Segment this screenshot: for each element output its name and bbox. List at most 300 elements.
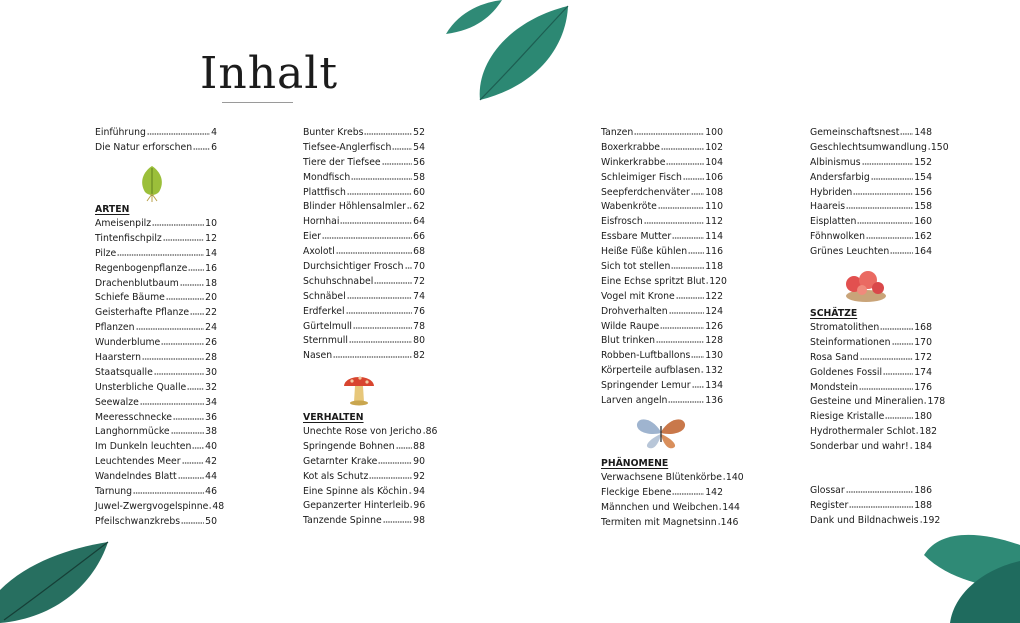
toc-entry-page-number: 188 <box>914 499 932 511</box>
toc-column-1 <box>95 126 225 527</box>
toc-entry-page-number: 68 <box>413 246 425 258</box>
toc-entry <box>601 200 723 215</box>
toc-entry-title: Sich tot stellen <box>601 261 671 273</box>
toc-entry-page-number: 86 <box>425 426 438 437</box>
toc-dot-leader <box>683 171 704 180</box>
toc-entry-title: Larven angeln <box>601 395 668 407</box>
toc-entry <box>810 366 932 381</box>
toc-dot-leader <box>147 126 210 135</box>
toc-entry-page-number: 78 <box>413 320 425 332</box>
toc-dot-leader <box>192 440 204 449</box>
toc-entry-title: Schnäbel <box>303 290 346 302</box>
toc-entry-page-number: 126 <box>705 320 723 332</box>
toc-entry-page-number: 32 <box>205 381 217 393</box>
toc-entry-title: Gepanzerter Hinterleib <box>303 500 410 512</box>
toc-entry-page-number: 114 <box>705 231 723 243</box>
toc-dot-leader <box>369 470 412 479</box>
toc-entry-title: Geschlechtsumwandlung <box>810 141 927 153</box>
toc-entry <box>95 381 217 396</box>
toc-entry <box>601 126 723 141</box>
toc-dot-leader <box>163 232 204 241</box>
toc-dot-leader <box>349 334 412 343</box>
toc-entry <box>810 156 932 171</box>
toc-dot-leader <box>161 336 204 345</box>
toc-entry-page-number: 154 <box>914 171 932 183</box>
toc-dot-leader <box>353 320 412 329</box>
toc-entry-title: Unsterbliche Qualle <box>95 381 187 393</box>
toc-dot-leader <box>846 200 913 209</box>
toc-entry-page-number: 34 <box>205 396 217 408</box>
toc-dot-leader <box>859 381 913 390</box>
toc-entry-title: Gemeinschaftsnest <box>810 127 900 138</box>
toc-entry-title: Wabenkröte <box>601 201 657 213</box>
toc-entry-title: Haareis <box>810 201 846 213</box>
toc-dot-leader <box>656 334 704 343</box>
toc-dot-leader <box>383 514 412 523</box>
toc-entry-page-number: 70 <box>413 261 425 273</box>
toc-entry <box>95 485 217 500</box>
toc-entry <box>303 126 425 141</box>
toc-dot-leader <box>396 440 413 449</box>
toc-dot-leader <box>378 455 412 464</box>
toc-entry <box>303 200 425 215</box>
toc-entry <box>601 320 723 335</box>
toc-entry-title: Die Natur erforschen <box>95 141 193 153</box>
toc-entry <box>810 126 932 141</box>
toc-entry <box>303 290 425 305</box>
toc-list-col4 <box>810 126 949 260</box>
toc-entry <box>601 215 723 230</box>
toc-entry-title: Sonderbar und wahr! <box>810 441 909 453</box>
toc-entry-page-number: 82 <box>413 350 425 362</box>
toc-dot-leader <box>669 305 705 314</box>
toc-entry-page-number: 120 <box>709 275 727 287</box>
toc-entry-title: Unechte Rose von Jericho <box>303 426 422 437</box>
toc-dot-leader <box>910 440 914 449</box>
toc-entry <box>601 486 723 501</box>
toc-entry-title: Bunter Krebs <box>303 127 364 138</box>
toc-entry-title: Hydrothermaler Schlot <box>810 426 916 438</box>
toc-entry-page-number: 106 <box>705 171 723 183</box>
toc-entry-title: Eisfrosch <box>601 216 643 228</box>
toc-entry-page-number: 52 <box>413 127 425 138</box>
toc-entry-page-number: 90 <box>413 455 425 467</box>
toc-entry-page-number: 140 <box>725 472 744 483</box>
toc-entry-title: Eine Spinne als Köchin <box>303 485 408 497</box>
toc-list-appendix <box>810 484 941 529</box>
toc-dot-leader <box>142 351 204 360</box>
toc-entry-page-number: 110 <box>705 201 723 213</box>
toc-entry <box>601 349 723 364</box>
toc-entry-page-number: 192 <box>922 514 941 526</box>
toc-dot-leader <box>407 200 412 209</box>
toc-dot-leader <box>924 395 926 404</box>
toc-dot-leader <box>178 470 205 479</box>
toc-entry <box>95 440 217 455</box>
toc-entry-page-number: 48 <box>212 500 225 512</box>
toc-entry-page-number: 180 <box>914 411 932 423</box>
toc-entry-page-number: 148 <box>914 127 932 138</box>
toc-entry-title: Kot als Schutz <box>303 470 369 482</box>
toc-entry <box>303 334 425 349</box>
toc-entry <box>303 245 425 260</box>
toc-entry-page-number: 4 <box>211 127 217 138</box>
toc-dot-leader <box>140 396 204 405</box>
toc-entry-title: Pilze <box>95 247 117 259</box>
toc-entry <box>601 156 723 171</box>
toc-dot-leader <box>718 516 720 525</box>
toc-dot-leader <box>154 366 204 375</box>
toc-entry-page-number: 10 <box>205 218 217 229</box>
toc-entry-page-number: 14 <box>205 247 217 259</box>
toc-entry-title: Tintenfischpilz <box>95 232 162 244</box>
toc-entry <box>303 514 425 529</box>
toc-entry-page-number: 36 <box>205 411 217 423</box>
toc-dot-leader <box>351 171 412 180</box>
toc-entry-page-number: 76 <box>413 305 425 317</box>
toc-entry-title: Essbare Mutter <box>601 231 672 243</box>
toc-dot-leader <box>364 126 412 135</box>
toc-list-intro <box>95 126 217 156</box>
toc-dot-leader <box>920 514 922 523</box>
toc-entry <box>601 471 744 486</box>
toc-dot-leader <box>692 379 705 388</box>
toc-dot-leader <box>661 141 704 150</box>
toc-dot-leader <box>347 186 412 195</box>
toc-dot-leader <box>866 230 913 239</box>
toc-entry-page-number: 64 <box>413 216 425 228</box>
toc-dot-leader <box>333 349 412 358</box>
toc-entry <box>810 230 932 245</box>
toc-entry <box>95 396 217 411</box>
toc-entry-page-number: 30 <box>205 366 217 378</box>
toc-entry <box>601 141 723 156</box>
toc-entry <box>95 321 217 336</box>
toc-dot-leader <box>900 126 913 135</box>
toc-entry <box>810 336 932 351</box>
toc-dot-leader <box>187 381 204 390</box>
toc-dot-leader <box>634 126 704 135</box>
leaf-icon <box>440 0 570 105</box>
toc-entry-title: Plattfisch <box>303 186 346 198</box>
toc-entry-page-number: 142 <box>705 486 723 498</box>
toc-entry-page-number: 156 <box>914 186 932 198</box>
toc-entry-page-number: 182 <box>919 426 938 438</box>
toc-entry <box>810 321 932 336</box>
toc-dot-leader <box>409 485 412 494</box>
toc-entry-title: Föhnwolken <box>810 231 866 243</box>
toc-entry <box>810 215 932 230</box>
toc-dot-leader <box>719 501 721 510</box>
toc-entry-title: Fleckige Ebene <box>601 486 672 498</box>
toc-entry <box>95 277 217 292</box>
toc-dot-leader <box>928 141 930 150</box>
toc-entry <box>810 499 932 514</box>
toc-entry-page-number: 46 <box>205 486 217 498</box>
toc-entry <box>95 425 217 440</box>
toc-list-verhalten <box>303 425 438 529</box>
toc-entry <box>810 514 941 529</box>
toc-entry-page-number: 160 <box>914 216 932 228</box>
toc-dot-leader <box>322 230 412 239</box>
toc-entry-page-number: 104 <box>705 156 723 168</box>
toc-entry-title: Meeresschnecke <box>95 411 172 423</box>
toc-entry-title: Termiten mit Magnetsinn <box>601 516 717 528</box>
toc-dot-leader <box>347 290 412 299</box>
toc-entry-title: Steinformationen <box>810 336 891 348</box>
toc-dot-leader <box>880 321 913 330</box>
toc-entry-page-number: 158 <box>914 201 932 213</box>
toc-entry-title: Verwachsene Blütenkörbe <box>601 472 722 483</box>
toc-dot-leader <box>672 486 704 495</box>
toc-dot-leader <box>133 485 204 494</box>
toc-list-arten <box>95 217 225 530</box>
toc-entry-page-number: 176 <box>914 381 932 393</box>
toc-entry-page-number: 6 <box>211 141 217 153</box>
toc-dot-leader <box>181 515 204 524</box>
toc-entry-page-number: 44 <box>205 471 217 483</box>
toc-entry-title: Wilde Raupe <box>601 320 660 332</box>
toc-entry <box>601 245 723 260</box>
toc-dot-leader <box>644 215 705 224</box>
toc-entry <box>810 200 932 215</box>
toc-entry-title: Drohverhalten <box>601 305 668 317</box>
toc-entry <box>601 364 723 379</box>
toc-dot-leader <box>193 141 210 150</box>
toc-entry <box>95 247 217 262</box>
toc-entry-title: Regenbogenpflanze <box>95 262 188 274</box>
toc-dot-leader <box>209 500 211 509</box>
toc-entry <box>601 379 723 394</box>
toc-dot-leader <box>890 245 913 254</box>
toc-entry-page-number: 118 <box>705 261 723 273</box>
leaf-icon <box>0 540 110 623</box>
toc-entry-title: Seepferdchenväter <box>601 186 690 198</box>
toc-entry-title: Andersfarbig <box>810 171 870 183</box>
toc-entry <box>95 470 217 485</box>
toc-entry <box>810 245 932 260</box>
toc-entry-page-number: 184 <box>914 441 932 453</box>
toc-entry-title: Eier <box>303 231 321 243</box>
toc-entry-title: Eisplatten <box>810 216 857 228</box>
toc-entry-page-number: 12 <box>205 232 217 244</box>
toc-entry <box>810 351 932 366</box>
toc-dot-leader <box>691 186 704 195</box>
toc-entry <box>95 515 217 530</box>
toc-entry-page-number: 132 <box>705 365 723 377</box>
toc-dot-leader <box>688 245 704 254</box>
toc-entry <box>601 501 740 516</box>
toc-entry-title: Blut trinken <box>601 335 656 347</box>
toc-entry-page-number: 152 <box>914 156 932 168</box>
toc-entry-title: Eine Echse spritzt Blut <box>601 275 706 287</box>
toc-entry-title: Vogel mit Krone <box>601 290 675 302</box>
toc-entry-title: Hornhai <box>303 216 340 228</box>
toc-entry-title: Leuchtendes Meer <box>95 456 181 468</box>
toc-entry-page-number: 136 <box>705 395 723 407</box>
toc-entry-title: Tarnung <box>95 486 133 498</box>
toc-entry <box>95 126 217 141</box>
toc-entry <box>303 305 425 320</box>
toc-entry-page-number: 178 <box>927 396 946 408</box>
toc-entry <box>303 230 425 245</box>
toc-entry <box>601 186 723 201</box>
toc-entry-title: Schiefe Bäume <box>95 292 165 304</box>
toc-entry-page-number: 38 <box>205 426 217 438</box>
toc-dot-leader <box>180 277 204 286</box>
toc-entry <box>95 232 217 247</box>
toc-entry-page-number: 150 <box>930 141 949 153</box>
toc-entry <box>303 141 425 156</box>
toc-dot-leader <box>660 320 704 329</box>
toc-entry <box>95 411 217 426</box>
toc-entry-page-number: 62 <box>413 201 425 213</box>
toc-entry-title: Springende Bohnen <box>303 440 395 452</box>
toc-entry <box>95 217 217 232</box>
toc-entry <box>95 366 217 381</box>
toc-entry-page-number: 42 <box>205 456 217 468</box>
toc-entry-page-number: 108 <box>705 186 723 198</box>
toc-entry-page-number: 74 <box>413 290 425 302</box>
toc-entry <box>95 351 217 366</box>
section-heading-phaenomene: PHÄNOMENE <box>601 458 669 469</box>
toc-entry-title: Nasen <box>303 350 333 362</box>
toc-entry-page-number: 24 <box>205 322 217 334</box>
toc-dot-leader <box>152 217 204 226</box>
toc-entry-page-number: 98 <box>413 515 425 527</box>
toc-entry <box>810 410 932 425</box>
toc-entry <box>303 320 425 335</box>
toc-dot-leader <box>188 262 204 271</box>
toc-entry <box>303 275 425 290</box>
toc-dot-leader <box>883 366 913 375</box>
toc-entry-page-number: 172 <box>914 351 932 363</box>
toc-entry-title: Drachenblutbaum <box>95 277 179 289</box>
toc-dot-leader <box>346 305 413 314</box>
toc-entry-title: Gürtelmull <box>303 320 352 332</box>
toc-entry-page-number: 16 <box>205 262 217 274</box>
toc-entry-title: Erdferkel <box>303 305 345 317</box>
toc-entry-page-number: 128 <box>705 335 723 347</box>
toc-dot-leader <box>853 186 913 195</box>
toc-entry-page-number: 146 <box>720 516 739 528</box>
toc-entry-page-number: 174 <box>914 366 932 378</box>
toc-entry-title: Geisterhafte Pflanze <box>95 307 190 319</box>
toc-entry-page-number: 170 <box>914 336 932 348</box>
toc-entry <box>601 275 727 290</box>
toc-dot-leader <box>706 275 708 284</box>
toc-entry-page-number: 58 <box>413 171 425 183</box>
toc-entry-title: Pfeilschwanzkrebs <box>95 515 181 527</box>
toc-entry-page-number: 168 <box>914 322 932 333</box>
toc-entry-title: Tanzende Spinne <box>303 515 382 527</box>
toc-entry-title: Juwel-Zwergvogelspinne <box>95 500 209 512</box>
toc-entry-title: Tiere der Tiefsee <box>303 156 381 168</box>
toc-entry-page-number: 94 <box>413 485 425 497</box>
toc-entry <box>810 484 932 499</box>
toc-entry-title: Mondstein <box>810 381 859 393</box>
toc-entry-page-number: 72 <box>413 275 425 287</box>
toc-entry-title: Boxerkrabbe <box>601 141 660 153</box>
section-heading-arten: ARTEN <box>95 204 130 215</box>
toc-entry-title: Pflanzen <box>95 322 135 334</box>
toc-entry <box>303 215 425 230</box>
toc-entry-title: Durchsichtiger Frosch <box>303 261 404 273</box>
toc-entry-page-number: 164 <box>914 246 932 258</box>
toc-dot-leader <box>676 290 705 299</box>
toc-column-2 <box>303 126 438 527</box>
toc-entry-title: Männchen und Weibchen <box>601 501 719 513</box>
plant-icon <box>137 164 167 202</box>
toc-dot-leader <box>190 306 204 315</box>
toc-entry <box>303 186 425 201</box>
toc-dot-leader <box>892 336 914 345</box>
toc-entry-title: Blinder Höhlensalmler <box>303 201 406 213</box>
toc-entry-title: Stromatolithen <box>810 322 880 333</box>
toc-dot-leader <box>392 141 412 150</box>
toc-entry-title: Rosa Sand <box>810 351 859 363</box>
toc-dot-leader <box>173 411 204 420</box>
toc-dot-leader <box>701 364 704 373</box>
toc-entry-title: Axolotl <box>303 246 335 258</box>
toc-entry-page-number: 56 <box>413 156 425 168</box>
toc-entry <box>601 230 723 245</box>
toc-entry-page-number: 116 <box>705 246 723 258</box>
toc-entry-title: Schleimiger Fisch <box>601 171 682 183</box>
toc-entry-page-number: 20 <box>205 292 217 304</box>
toc-dot-leader <box>423 425 425 434</box>
toc-dot-leader <box>182 455 205 464</box>
toc-entry-page-number: 122 <box>705 290 723 302</box>
toc-entry-page-number: 92 <box>413 470 425 482</box>
toc-entry-page-number: 186 <box>914 485 932 496</box>
toc-entry-page-number: 40 <box>205 441 217 453</box>
toc-entry-page-number: 18 <box>205 277 217 289</box>
toc-entry-page-number: 66 <box>413 231 425 243</box>
toc-entry-title: Albinismus <box>810 156 861 168</box>
toc-entry-title: Mondfisch <box>303 171 351 183</box>
toc-entry <box>303 260 425 275</box>
toc-entry-page-number: 80 <box>413 335 425 347</box>
toc-dot-leader <box>672 230 704 239</box>
section-heading-schaetze: SCHÄTZE <box>810 308 858 319</box>
toc-dot-leader <box>668 394 704 403</box>
toc-entry <box>601 334 723 349</box>
toc-entry <box>303 470 425 485</box>
title-divider <box>222 102 293 103</box>
toc-entry <box>810 141 949 156</box>
toc-dot-leader <box>117 247 204 256</box>
toc-entry-title: Grünes Leuchten <box>810 246 890 258</box>
toc-dot-leader <box>862 156 914 165</box>
toc-entry <box>810 440 932 455</box>
toc-dot-leader <box>885 410 913 419</box>
toc-entry-page-number: 162 <box>914 231 932 243</box>
toc-entry-page-number: 26 <box>205 337 217 349</box>
toc-entry-title: Sternmull <box>303 335 348 347</box>
toc-entry <box>810 425 938 440</box>
toc-list-col2 <box>303 126 425 364</box>
toc-entry-page-number: 144 <box>722 501 740 513</box>
toc-entry-page-number: 50 <box>205 515 217 527</box>
toc-entry-page-number: 124 <box>705 305 723 317</box>
toc-dot-leader <box>405 260 413 269</box>
toc-dot-leader <box>340 215 412 224</box>
butterfly-icon <box>635 416 687 450</box>
toc-dot-leader <box>336 245 412 254</box>
toc-entry <box>601 260 723 275</box>
toc-entry-title: Körperteile aufblasen <box>601 365 701 377</box>
